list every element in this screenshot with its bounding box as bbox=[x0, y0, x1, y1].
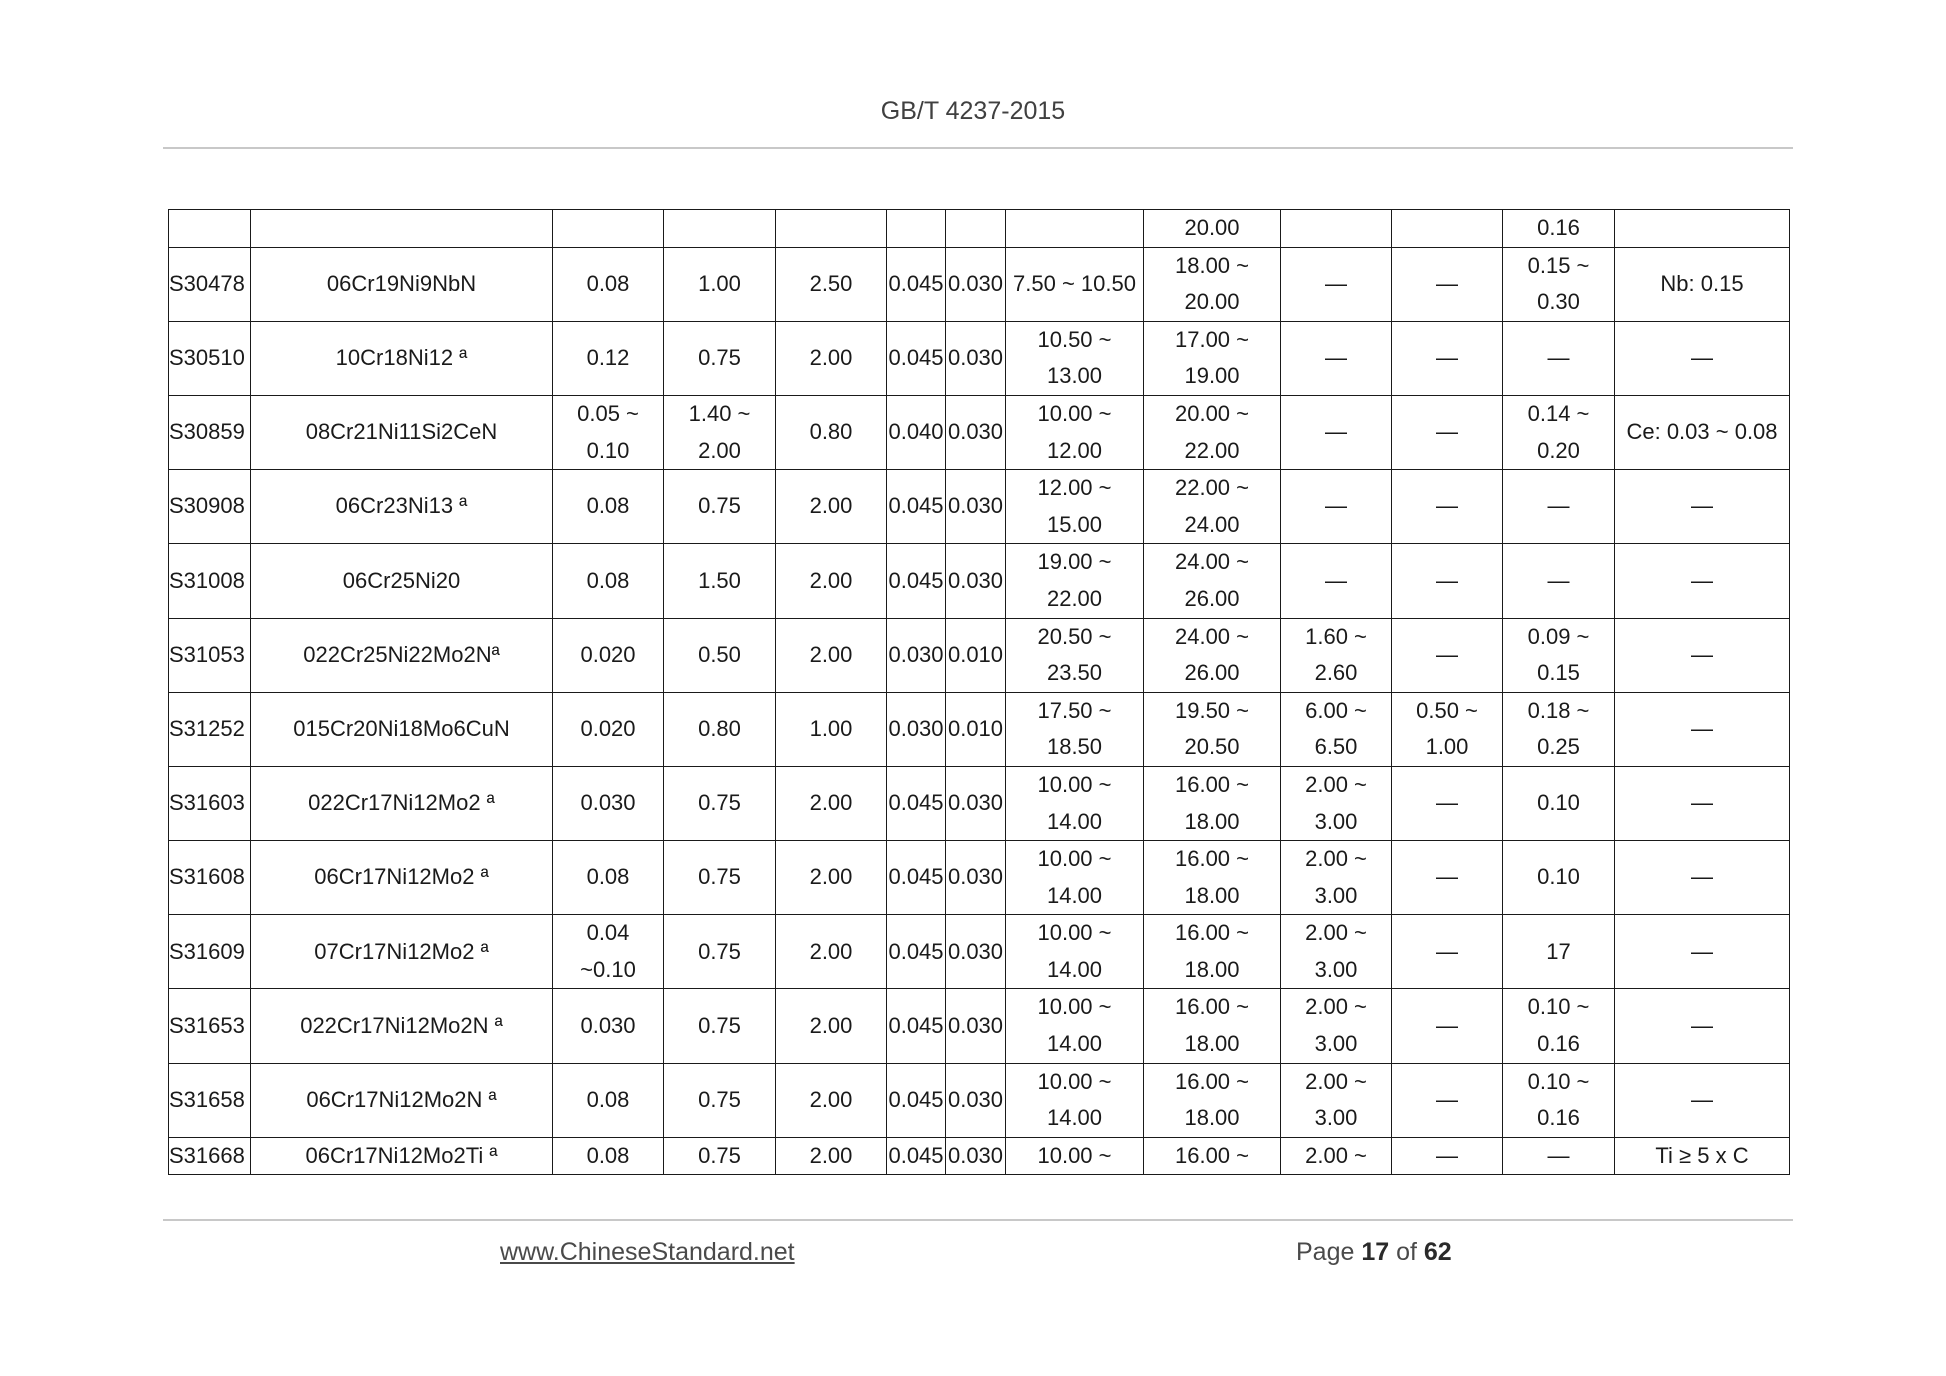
table-cell: 0.14 ~ 0.20 bbox=[1503, 395, 1615, 469]
table-cell: — bbox=[1503, 321, 1615, 395]
table-cell: 0.045 bbox=[887, 470, 946, 544]
table-cell: 17 bbox=[1503, 915, 1615, 989]
table-cell: — bbox=[1615, 692, 1790, 766]
table-cell: 0.030 bbox=[946, 544, 1006, 618]
chemical-composition-table bbox=[168, 209, 1790, 1175]
table-cell: 0.08 bbox=[553, 544, 664, 618]
table-cell: 1.50 bbox=[664, 544, 776, 618]
table-row bbox=[169, 692, 1790, 766]
table-cell: — bbox=[1615, 766, 1790, 840]
table-cell: 0.030 bbox=[946, 395, 1006, 469]
page-indicator bbox=[1296, 1238, 1452, 1267]
table-cell: 0.10 bbox=[1503, 841, 1615, 915]
table-cell: 1.00 bbox=[776, 692, 887, 766]
grade-cell bbox=[251, 210, 553, 248]
table-cell: — bbox=[1615, 989, 1790, 1063]
table-cell: 10.50 ~ 13.00 bbox=[1006, 321, 1144, 395]
table-row bbox=[169, 247, 1790, 321]
table-cell: — bbox=[1392, 321, 1503, 395]
steel-code-cell: S31609 bbox=[169, 915, 251, 989]
table-row bbox=[169, 1137, 1790, 1175]
table-cell: — bbox=[1615, 544, 1790, 618]
table-cell: 2.00 bbox=[776, 989, 887, 1063]
header-divider bbox=[163, 147, 1793, 149]
table-cell: 10.00 ~ bbox=[1006, 1137, 1144, 1175]
table-cell: 18.00 ~ 20.00 bbox=[1144, 247, 1281, 321]
table-cell: 20.50 ~ 23.50 bbox=[1006, 618, 1144, 692]
table-cell: 0.10 ~ 0.16 bbox=[1503, 1063, 1615, 1137]
table-cell: 0.10 bbox=[1503, 766, 1615, 840]
table-cell: 20.00 bbox=[1144, 210, 1281, 248]
table-cell: 2.00 bbox=[776, 544, 887, 618]
website-link[interactable]: www.ChineseStandard.net bbox=[500, 1238, 795, 1266]
steel-code-cell: S30859 bbox=[169, 395, 251, 469]
table-row bbox=[169, 544, 1790, 618]
table-cell: 10.00 ~ 14.00 bbox=[1006, 1063, 1144, 1137]
table-cell: 2.00 bbox=[776, 915, 887, 989]
table-cell: — bbox=[1281, 470, 1392, 544]
grade-cell: 07Cr17Ni12Mo2 ª bbox=[251, 915, 553, 989]
table-cell: 0.75 bbox=[664, 1063, 776, 1137]
table-cell: 1.60 ~ 2.60 bbox=[1281, 618, 1392, 692]
table-cell: 0.75 bbox=[664, 470, 776, 544]
page-of-label: of bbox=[1389, 1238, 1424, 1266]
table-cell: 0.030 bbox=[946, 470, 1006, 544]
table-cell: 2.00 bbox=[776, 618, 887, 692]
table-cell: Ti ≥ 5 x C bbox=[1615, 1137, 1790, 1175]
table-cell: — bbox=[1615, 1063, 1790, 1137]
table-cell: — bbox=[1281, 395, 1392, 469]
table-cell: 0.045 bbox=[887, 247, 946, 321]
table-cell: 0.040 bbox=[887, 395, 946, 469]
table-cell: — bbox=[1392, 1063, 1503, 1137]
table-cell: 0.030 bbox=[887, 692, 946, 766]
document-header-title: GB/T 4237-2015 bbox=[880, 97, 1066, 125]
table-cell: 0.75 bbox=[664, 321, 776, 395]
table-cell: 0.030 bbox=[553, 766, 664, 840]
steel-code-cell: S31658 bbox=[169, 1063, 251, 1137]
table-cell: 0.030 bbox=[946, 1137, 1006, 1175]
table-cell: 0.15 ~ 0.30 bbox=[1503, 247, 1615, 321]
table-cell: 0.08 bbox=[553, 247, 664, 321]
table-cell: 6.00 ~ 6.50 bbox=[1281, 692, 1392, 766]
steel-code-cell: S31608 bbox=[169, 841, 251, 915]
table-cell: 2.00 bbox=[776, 470, 887, 544]
table-cell: 0.80 bbox=[664, 692, 776, 766]
table-cell: — bbox=[1392, 766, 1503, 840]
table-cell: 16.00 ~ 18.00 bbox=[1144, 1063, 1281, 1137]
table-cell: 2.00 bbox=[776, 321, 887, 395]
table-cell: 2.00 ~ bbox=[1281, 1137, 1392, 1175]
table-cell: — bbox=[1503, 1137, 1615, 1175]
table-cell: 0.010 bbox=[946, 692, 1006, 766]
table-cell: 0.18 ~ 0.25 bbox=[1503, 692, 1615, 766]
steel-code-cell: S30908 bbox=[169, 470, 251, 544]
steel-code-cell: S30510 bbox=[169, 321, 251, 395]
table-cell: — bbox=[1392, 395, 1503, 469]
table-cell: 17.00 ~ 19.00 bbox=[1144, 321, 1281, 395]
table-cell: 0.08 bbox=[553, 1137, 664, 1175]
table-cell: 7.50 ~ 10.50 bbox=[1006, 247, 1144, 321]
table-body bbox=[169, 210, 1790, 1175]
table-cell: 2.50 bbox=[776, 247, 887, 321]
table-cell: 0.030 bbox=[946, 766, 1006, 840]
table-cell: 24.00 ~ 26.00 bbox=[1144, 544, 1281, 618]
table-cell: — bbox=[1503, 544, 1615, 618]
steel-code-cell bbox=[169, 210, 251, 248]
grade-cell: 10Cr18Ni12 ª bbox=[251, 321, 553, 395]
table-cell: 0.08 bbox=[553, 1063, 664, 1137]
table-cell: 0.045 bbox=[887, 915, 946, 989]
table-cell: 0.75 bbox=[664, 766, 776, 840]
table-cell: 0.030 bbox=[946, 841, 1006, 915]
table-cell: — bbox=[1392, 841, 1503, 915]
table-cell: 0.020 bbox=[553, 618, 664, 692]
table-cell bbox=[1392, 210, 1503, 248]
steel-code-cell: S31053 bbox=[169, 618, 251, 692]
table-cell: 16.00 ~ 18.00 bbox=[1144, 766, 1281, 840]
table-row bbox=[169, 1063, 1790, 1137]
table-cell: 0.045 bbox=[887, 989, 946, 1063]
table-cell: 0.75 bbox=[664, 841, 776, 915]
table-cell: 16.00 ~ 18.00 bbox=[1144, 989, 1281, 1063]
table-cell: — bbox=[1392, 915, 1503, 989]
grade-cell: 08Cr21Ni11Si2CeN bbox=[251, 395, 553, 469]
table-row bbox=[169, 470, 1790, 544]
table-cell: 22.00 ~ 24.00 bbox=[1144, 470, 1281, 544]
table-cell: 24.00 ~ 26.00 bbox=[1144, 618, 1281, 692]
grade-cell: 06Cr19Ni9NbN bbox=[251, 247, 553, 321]
table-cell: — bbox=[1392, 470, 1503, 544]
table-cell: 0.50 bbox=[664, 618, 776, 692]
table-cell: 2.00 bbox=[776, 766, 887, 840]
table-cell: 2.00 bbox=[776, 1063, 887, 1137]
table-cell: 0.045 bbox=[887, 1063, 946, 1137]
current-page-number: 17 bbox=[1361, 1238, 1390, 1266]
table-cell: 0.045 bbox=[887, 766, 946, 840]
table-cell bbox=[1615, 210, 1790, 248]
table-cell: 2.00 ~ 3.00 bbox=[1281, 766, 1392, 840]
grade-cell: 06Cr25Ni20 bbox=[251, 544, 553, 618]
table-cell: — bbox=[1503, 470, 1615, 544]
table-cell: 0.045 bbox=[887, 1137, 946, 1175]
table-row bbox=[169, 395, 1790, 469]
table-cell: 0.50 ~ 1.00 bbox=[1392, 692, 1503, 766]
table-cell: 0.75 bbox=[664, 1137, 776, 1175]
table-cell bbox=[776, 210, 887, 248]
table-cell: 0.030 bbox=[946, 915, 1006, 989]
table-cell bbox=[887, 210, 946, 248]
table-cell: — bbox=[1392, 989, 1503, 1063]
table-cell: 0.09 ~ 0.15 bbox=[1503, 618, 1615, 692]
steel-code-cell: S31252 bbox=[169, 692, 251, 766]
table-cell: 0.10 ~ 0.16 bbox=[1503, 989, 1615, 1063]
table-cell: 0.12 bbox=[553, 321, 664, 395]
table-cell: 0.030 bbox=[946, 321, 1006, 395]
table-cell: 0.08 bbox=[553, 470, 664, 544]
table-cell: — bbox=[1615, 915, 1790, 989]
table-row bbox=[169, 618, 1790, 692]
grade-cell: 06Cr17Ni12Mo2N ª bbox=[251, 1063, 553, 1137]
steel-code-cell: S31668 bbox=[169, 1137, 251, 1175]
table-cell: 0.045 bbox=[887, 544, 946, 618]
table-cell: 0.030 bbox=[553, 989, 664, 1063]
table-cell: — bbox=[1281, 544, 1392, 618]
table-cell: 10.00 ~ 14.00 bbox=[1006, 915, 1144, 989]
table-cell bbox=[1281, 210, 1392, 248]
steel-code-cell: S31603 bbox=[169, 766, 251, 840]
footer-divider bbox=[163, 1219, 1793, 1221]
table-cell: 2.00 ~ 3.00 bbox=[1281, 1063, 1392, 1137]
table-row bbox=[169, 989, 1790, 1063]
table-cell: 0.030 bbox=[946, 247, 1006, 321]
table-cell: Nb: 0.15 bbox=[1615, 247, 1790, 321]
grade-cell: 015Cr20Ni18Mo6CuN bbox=[251, 692, 553, 766]
table-row bbox=[169, 915, 1790, 989]
table-cell: 0.16 bbox=[1503, 210, 1615, 248]
table-cell: 0.80 bbox=[776, 395, 887, 469]
grade-cell: 06Cr23Ni13 ª bbox=[251, 470, 553, 544]
table-cell: — bbox=[1615, 470, 1790, 544]
table-cell: 16.00 ~ 18.00 bbox=[1144, 915, 1281, 989]
table-cell: 19.00 ~ 22.00 bbox=[1006, 544, 1144, 618]
table-cell: 0.08 bbox=[553, 841, 664, 915]
table-cell: 17.50 ~ 18.50 bbox=[1006, 692, 1144, 766]
table-cell: — bbox=[1615, 618, 1790, 692]
table-cell: 1.00 bbox=[664, 247, 776, 321]
steel-code-cell: S30478 bbox=[169, 247, 251, 321]
table-cell: 12.00 ~ 15.00 bbox=[1006, 470, 1144, 544]
table-cell: 1.40 ~ 2.00 bbox=[664, 395, 776, 469]
grade-cell: 06Cr17Ni12Mo2 ª bbox=[251, 841, 553, 915]
table-cell: 0.030 bbox=[946, 1063, 1006, 1137]
table-row bbox=[169, 841, 1790, 915]
table-cell: — bbox=[1392, 247, 1503, 321]
table-cell: 0.030 bbox=[887, 618, 946, 692]
table-cell: 10.00 ~ 14.00 bbox=[1006, 989, 1144, 1063]
grade-cell: 022Cr25Ni22Mo2Nª bbox=[251, 618, 553, 692]
table-cell: — bbox=[1615, 841, 1790, 915]
table-cell bbox=[664, 210, 776, 248]
table-cell: 2.00 ~ 3.00 bbox=[1281, 841, 1392, 915]
grade-cell: 022Cr17Ni12Mo2N ª bbox=[251, 989, 553, 1063]
table-cell: 20.00 ~ 22.00 bbox=[1144, 395, 1281, 469]
table-cell: 0.030 bbox=[946, 989, 1006, 1063]
table-cell: 0.010 bbox=[946, 618, 1006, 692]
table-cell: 16.00 ~ bbox=[1144, 1137, 1281, 1175]
table-cell: — bbox=[1281, 247, 1392, 321]
table-cell: 2.00 bbox=[776, 1137, 887, 1175]
table-cell: 0.045 bbox=[887, 841, 946, 915]
table-cell: 19.50 ~ 20.50 bbox=[1144, 692, 1281, 766]
table-cell: 0.020 bbox=[553, 692, 664, 766]
page-prefix: Page bbox=[1296, 1238, 1362, 1266]
table-cell: 0.045 bbox=[887, 321, 946, 395]
steel-code-cell: S31653 bbox=[169, 989, 251, 1063]
grade-cell: 06Cr17Ni12Mo2Ti ª bbox=[251, 1137, 553, 1175]
table-row bbox=[169, 321, 1790, 395]
table-row bbox=[169, 766, 1790, 840]
table-cell: — bbox=[1392, 544, 1503, 618]
table-cell: 0.04 ~0.10 bbox=[553, 915, 664, 989]
table-cell: 10.00 ~ 14.00 bbox=[1006, 766, 1144, 840]
table-cell: 2.00 bbox=[776, 841, 887, 915]
table-cell: 2.00 ~ 3.00 bbox=[1281, 989, 1392, 1063]
table-cell: — bbox=[1615, 321, 1790, 395]
table-cell bbox=[553, 210, 664, 248]
table-cell: 0.05 ~ 0.10 bbox=[553, 395, 664, 469]
table-cell bbox=[1006, 210, 1144, 248]
table-cell: 0.75 bbox=[664, 989, 776, 1063]
table-cell: — bbox=[1392, 1137, 1503, 1175]
table-cell: 0.75 bbox=[664, 915, 776, 989]
table-cell: 2.00 ~ 3.00 bbox=[1281, 915, 1392, 989]
total-pages-number: 62 bbox=[1423, 1238, 1452, 1266]
table-cell: 16.00 ~ 18.00 bbox=[1144, 841, 1281, 915]
steel-code-cell: S31008 bbox=[169, 544, 251, 618]
table-cell: — bbox=[1392, 618, 1503, 692]
table-cell: — bbox=[1281, 321, 1392, 395]
table-cell: 10.00 ~ 12.00 bbox=[1006, 395, 1144, 469]
table-cell: 10.00 ~ 14.00 bbox=[1006, 841, 1144, 915]
table-row bbox=[169, 210, 1790, 248]
table-cell: Ce: 0.03 ~ 0.08 bbox=[1615, 395, 1790, 469]
table-cell bbox=[946, 210, 1006, 248]
grade-cell: 022Cr17Ni12Mo2 ª bbox=[251, 766, 553, 840]
